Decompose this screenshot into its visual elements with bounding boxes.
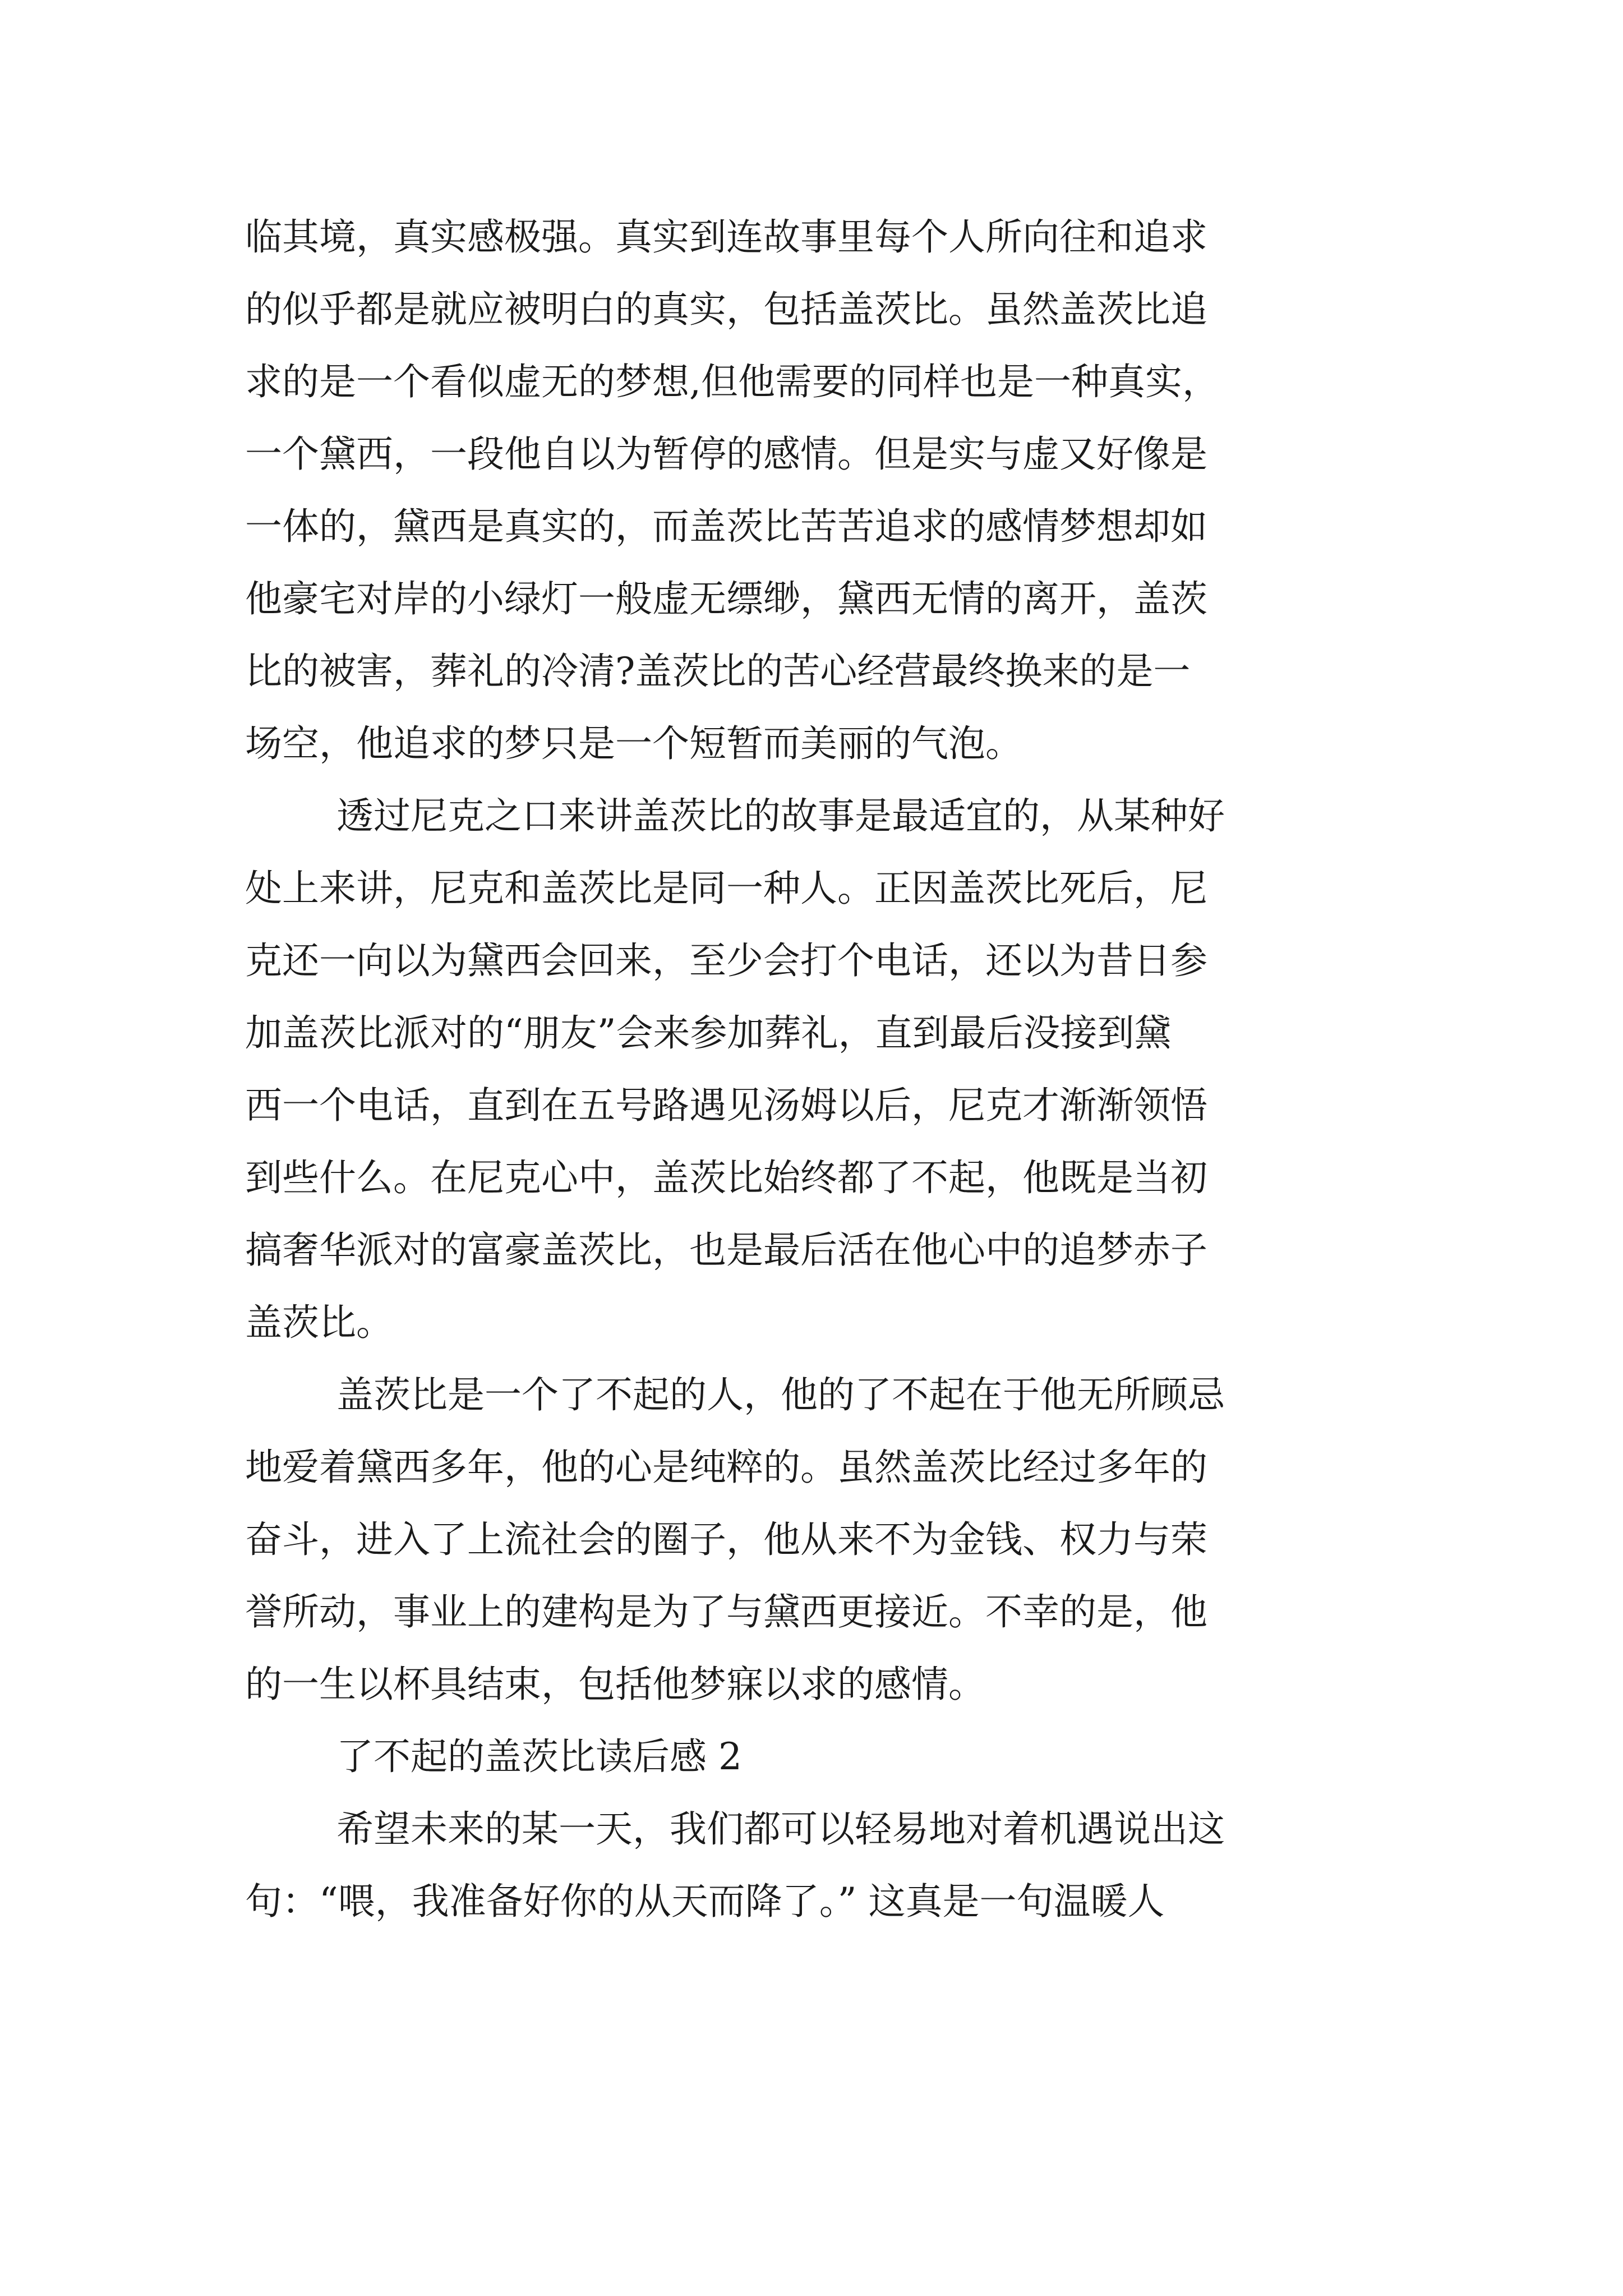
text-line: 克还一向以为黛西会回来，至少会打个电话，还以为昔日参	[245, 939, 1207, 982]
text-line: 加盖茨比派对的“朋友”会来参加葬礼，直到最后没接到黛	[245, 1011, 1172, 1055]
text-line: 搞奢华派对的富豪盖茨比，也是最后活在他心中的追梦赤子	[245, 1228, 1207, 1272]
paragraph-start-line: 盖茨比是一个了不起的人，他的了不起在于他无所顾忌	[336, 1373, 1225, 1416]
text-line: 奋斗，进入了上流社会的圈子，他从来不为金钱、权力与荣	[245, 1518, 1207, 1561]
text-line: 到些什么。在尼克心中，盖茨比始终都了不起，他既是当初	[245, 1156, 1207, 1199]
paragraph-start-line: 透过尼克之口来讲盖茨比的故事是最适宜的，从某种好	[336, 794, 1225, 838]
text-line: 场空，他追求的梦只是一个短暂而美丽的气泡。	[245, 722, 1022, 765]
text-line: 处上来讲，尼克和盖茨比是同一种人。正因盖茨比死后，尼	[245, 867, 1207, 910]
text-line: 临其境，真实感极强。真实到连故事里每个人所向往和追求	[245, 215, 1207, 259]
paragraph-start-line: 希望未来的某一天，我们都可以轻易地对着机遇说出这	[336, 1807, 1225, 1851]
text-line: 一个黛西，一段他自以为暂停的感情。但是实与虚又好像是	[245, 432, 1207, 476]
text-line: 求的是一个看似虚无的梦想,但他需要的同样也是一种真实，	[245, 360, 1219, 403]
text-line: 西一个电话，直到在五号路遇见汤姆以后，尼克才渐渐领悟	[245, 1084, 1207, 1127]
text-line: 比的被害，葬礼的冷清?盖茨比的苦心经营最终换来的是一	[245, 650, 1191, 693]
text-line: 的一生以杯具结束，包括他梦寐以求的感情。	[245, 1663, 985, 1706]
text-line: 地爱着黛西多年，他的心是纯粹的。虽然盖茨比经过多年的	[245, 1446, 1207, 1489]
section-heading: 了不起的盖茨比读后感 2	[336, 1735, 742, 1778]
text-line: 誉所动，事业上的建构是为了与黛西更接近。不幸的是，他	[245, 1590, 1207, 1634]
text-line: 他豪宅对岸的小绿灯一般虚无缥缈，黛西无情的离开，盖茨	[245, 577, 1207, 620]
text-line: 盖茨比。	[245, 1301, 393, 1344]
text-line: 句：“喂，我准备好你的从天而降了。” 这真是一句温暖人	[245, 1880, 1165, 1923]
text-line: 的似乎都是就应被明白的真实，包括盖茨比。虽然盖茨比追	[245, 288, 1207, 331]
text-line: 一体的，黛西是真实的，而盖茨比苦苦追求的感情梦想却如	[245, 505, 1207, 548]
